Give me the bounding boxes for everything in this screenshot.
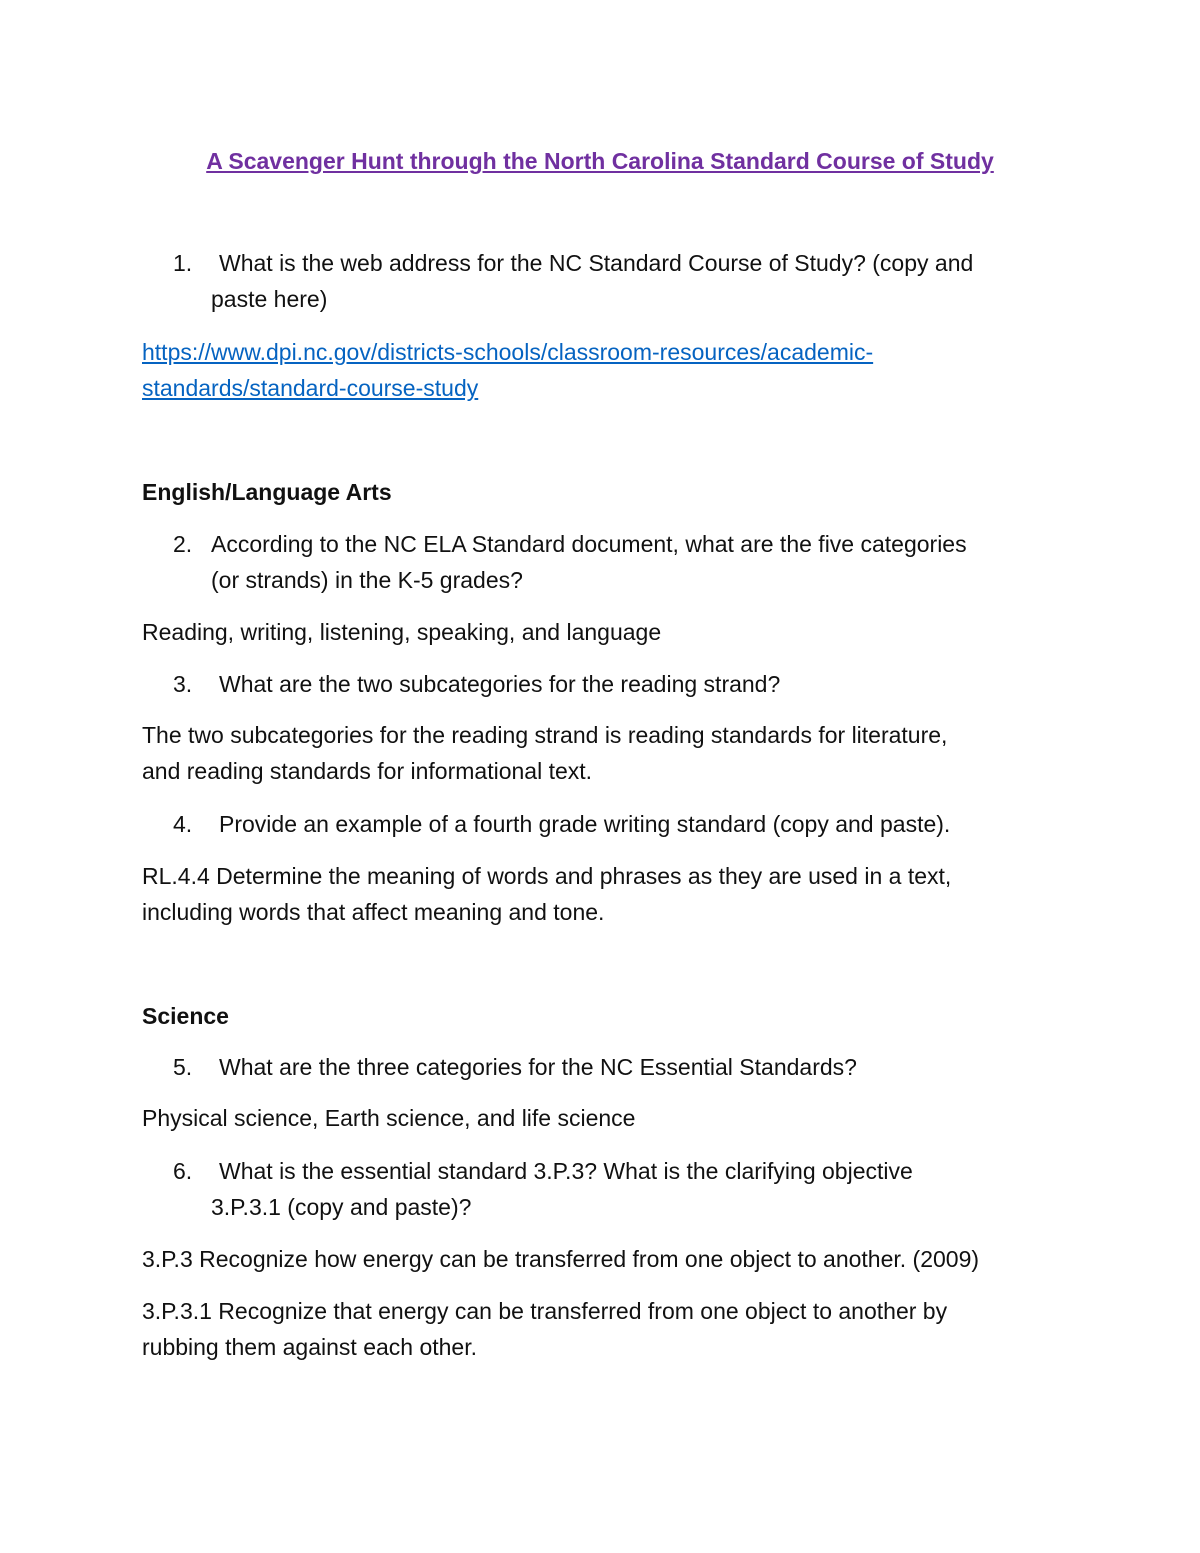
answer-3-line-1: The two subcategories for the reading strand is reading standards for literature, [142, 722, 948, 748]
science-section-heading: Science [142, 1003, 229, 1029]
question-1-text-line-1: What is the web address for the NC Standard Course of Study? (copy and [219, 250, 974, 276]
question-6-number: 6. [173, 1158, 193, 1184]
question-3-text: What are the two subcategories for the reading strand? [219, 671, 781, 697]
question-1-text-line-2: paste here) [211, 286, 328, 312]
question-5-number: 5. [173, 1054, 193, 1080]
answer-2: Reading, writing, listening, speaking, and language [142, 619, 662, 645]
answer-5: Physical science, Earth science, and life science [142, 1105, 636, 1131]
question-4-text: Provide an example of a fourth grade writing standard (copy and paste). [219, 811, 951, 837]
question-3-number: 3. [173, 671, 193, 697]
question-4-number: 4. [173, 811, 193, 837]
answer-6-essential-standard: 3.P.3 Recognize how energy can be transferred from one object to another. (2009) [142, 1246, 980, 1272]
answer-6-objective-line-1: 3.P.3.1 Recognize that energy can be transferred from one object to another by [142, 1298, 948, 1324]
question-2-number: 2. [173, 531, 193, 557]
question-5-text: What are the three categories for the NC Essential Standards? [219, 1054, 857, 1080]
ela-section-heading: English/Language Arts [142, 479, 392, 505]
question-6-text-line-1: What is the essential standard 3.P.3? What is the clarifying objective [219, 1158, 913, 1184]
answer-1-link-line-2[interactable]: standards/standard-course-study [142, 375, 479, 401]
question-6-text-line-2: 3.P.3.1 (copy and paste)? [211, 1194, 472, 1220]
answer-1-link-line-1[interactable]: https://www.dpi.nc.gov/districts-schools/classroom-resources/academic- [142, 339, 874, 365]
question-2-text-line-1: According to the NC ELA Standard document, what are the five categories [211, 531, 967, 557]
answer-4-line-1: RL.4.4 Determine the meaning of words and phrases as they are used in a text, [142, 863, 952, 889]
answer-6-objective-line-2: rubbing them against each other. [142, 1334, 478, 1360]
question-1-number: 1. [173, 250, 193, 276]
answer-4-line-2: including words that affect meaning and tone. [142, 899, 605, 925]
answer-3-line-2: and reading standards for informational text. [142, 758, 593, 784]
document-title: A Scavenger Hunt through the North Carolina Standard Course of Study [206, 148, 994, 174]
question-2-text-line-2: (or strands) in the K-5 grades? [211, 567, 523, 593]
